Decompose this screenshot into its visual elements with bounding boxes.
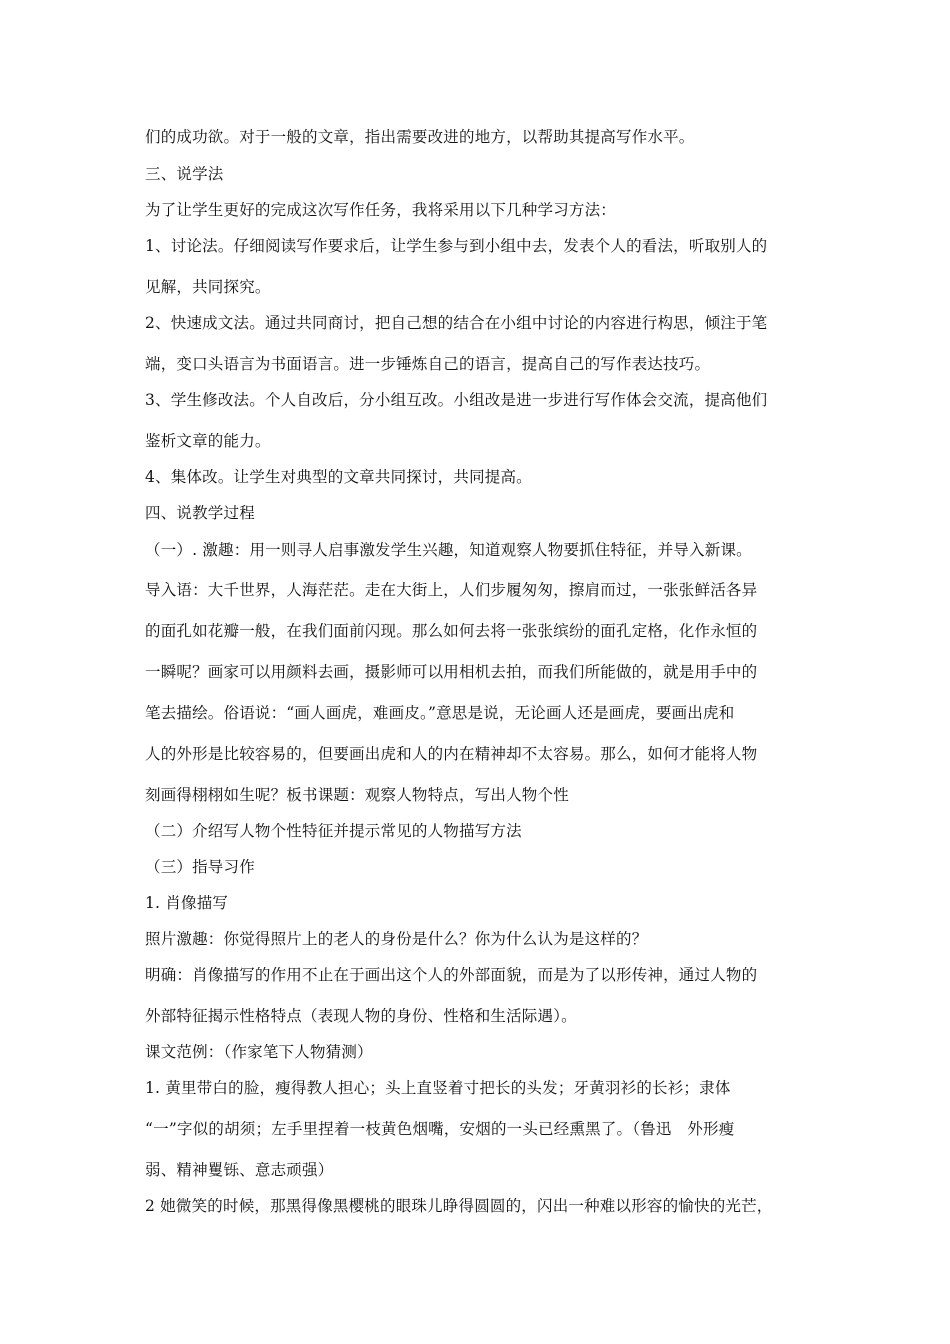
text-line: 课文范例：（作家笔下人物猜测） xyxy=(145,1043,373,1061)
text-line: 导入语：大千世界，人海茫茫。走在大街上，人们步履匆匆，擦肩而过，一张张鲜活各异 xyxy=(145,581,758,599)
text-line: 见解，共同探究。 xyxy=(145,278,271,296)
text-line: 人的外形是比较容易的，但要画出虎和人的内在精神却不太容易。那么，如何才能将人物 xyxy=(145,745,758,763)
text-line: （一）. 激趣：用一则寻人启事激发学生兴趣，知道观察人物要抓住特征，并导入新课。 xyxy=(145,541,752,559)
text-line: 1. 肖像描写 xyxy=(145,894,229,912)
text-line: 们的成功欲。对于一般的文章，指出需要改进的地方，以帮助其提高写作水平。 xyxy=(145,128,695,146)
text-line: （三）指导习作 xyxy=(145,858,255,876)
text-line: 鉴析文章的能力。 xyxy=(145,432,271,450)
text-line: 端，变口头语言为书面语言。进一步锤炼自己的语言，提高自己的写作表达技巧。 xyxy=(145,355,711,373)
text-line: 明确：肖像描写的作用不止在于画出这个人的外部面貌，而是为了以形传神，通过人物的 xyxy=(145,966,758,984)
text-line: 的面孔如花瓣一般，在我们面前闪现。那么如何去将一张张缤纷的面孔定格，化作永恒的 xyxy=(145,622,758,640)
text-line: 2、快速成文法。通过共同商讨，把自己想的结合在小组中讨论的内容进行构思，倾注于笔 xyxy=(145,314,768,332)
text-line: 1、讨论法。仔细阅读写作要求后，让学生参与到小组中去，发表个人的看法，听取别人的 xyxy=(145,237,768,255)
text-line: 刻画得栩栩如生呢？板书课题：观察人物特点，写出人物个性 xyxy=(145,786,569,804)
section-heading: 四、说教学过程 xyxy=(145,504,255,522)
text-line: “一”字似的胡须；左手里捏着一枝黄色烟嘴，安烟的一头已经熏黑了。（鲁迅 外形瘦 xyxy=(145,1120,735,1138)
section-heading: 三、说学法 xyxy=(145,165,224,183)
text-line: 3、学生修改法。个人自改后，分小组互改。小组改是进一步进行写作体会交流，提高他们 xyxy=(145,391,768,409)
text-line: 2 她微笑的时候，那黑得像黑樱桃的眼珠儿睁得圆圆的，闪出一种难以形容的愉快的光芒， xyxy=(145,1197,773,1215)
text-line: 为了让学生更好的完成这次写作任务，我将采用以下几种学习方法： xyxy=(145,201,617,219)
text-line: 笔去描绘。俗语说：“画人画虎，难画皮。”意思是说，无论画人还是画虎，要画出虎和 xyxy=(145,704,735,722)
text-line: （二）介绍写人物个性特征并提示常见的人物描写方法 xyxy=(145,822,522,840)
text-line: 外部特征揭示性格特点（表现人物的身份、性格和生活际遇）。 xyxy=(145,1007,577,1025)
text-line: 4、集体改。让学生对典型的文章共同探讨，共同提高。 xyxy=(145,468,532,486)
text-line: 照片激趣：你觉得照片上的老人的身份是什么？你为什么认为是这样的？ xyxy=(145,930,648,948)
text-line: 一瞬呢？画家可以用颜料去画，摄影师可以用相机去拍，而我们所能做的，就是用手中的 xyxy=(145,663,758,681)
text-line: 1. 黄里带白的脸，瘦得教人担心；头上直竖着寸把长的头发；牙黄羽衫的长衫；隶体 xyxy=(145,1079,731,1097)
text-line: 弱、精神矍铄、意志顽强） xyxy=(145,1161,334,1179)
